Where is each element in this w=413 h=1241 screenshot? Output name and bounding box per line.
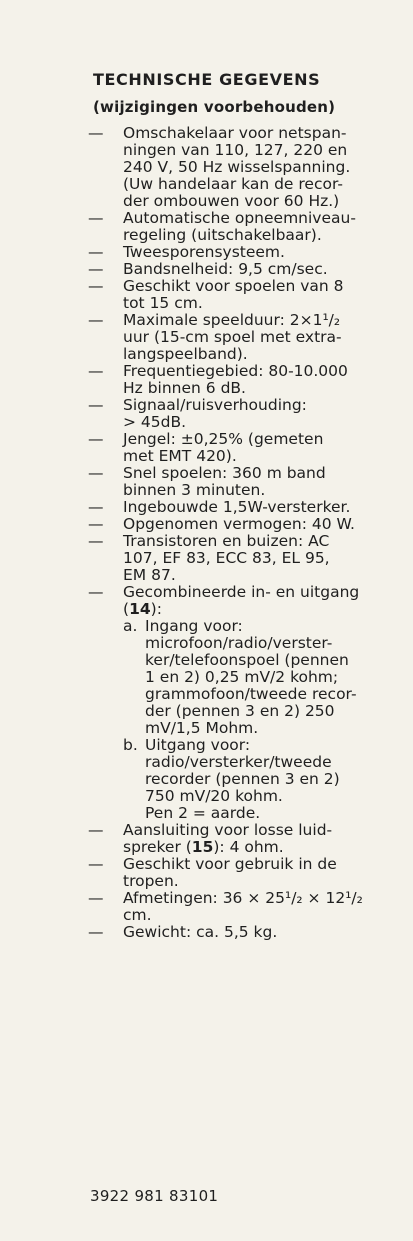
spec-item-tracks [88,244,383,261]
spec-line: Automatische opneemniveau- [123,209,356,227]
spec-line: Maximale speelduur: 2×1¹/₂ [123,311,341,329]
spec-line: EM 87. [123,566,176,584]
spec-list [88,125,383,941]
spec-line: Ingebouwde 1,5W-versterker. [123,498,351,516]
dash-bullet: — [88,260,104,278]
dash-bullet: — [88,396,104,414]
spec-line: Signaal/ruisverhouding: [123,396,307,414]
speaker-ref-number: 15 [191,838,214,856]
speaker-prefix: spreker ( [123,838,192,856]
speaker-ref-line [123,839,383,856]
dash-bullet: — [88,583,104,601]
dash-bullet: — [88,311,104,329]
ref-open: ( [123,600,130,618]
spec-line: tot 15 cm. [123,294,203,312]
output-line: Uitgang voor: [145,736,251,754]
spec-item-snr [88,397,383,431]
dash-bullet: — [88,855,104,873]
dash-bullet: — [88,209,104,227]
spec-line: Afmetingen: 36 × 25¹/₂ × 12¹/₂ [123,889,363,907]
sub-letter-a: a. [123,617,138,635]
spec-item-wow [88,431,383,465]
spec-item-dimensions [88,890,383,924]
dash-bullet: — [88,821,104,839]
spec-line: (Uw handelaar kan de recor- [123,175,343,193]
spec-item-reels [88,278,383,312]
connector-output [123,737,383,822]
spec-line: binnen 3 minuten. [123,481,266,499]
dash-bullet: — [88,362,104,380]
spec-item-level-control [88,210,383,244]
input-line: microfoon/radio/verster- [145,634,333,652]
spec-line: der ombouwen voor 60 Hz.) [123,192,340,210]
spec-line: Aansluiting voor losse luid- [123,821,333,839]
connector-ref-number: 14 [129,600,151,618]
speaker-suffix: ): 4 ohm. [213,838,284,856]
spec-line: 107, EF 83, ECC 83, EL 95, [123,549,330,567]
connector-ref-line [123,601,383,618]
spec-line: > 45dB. [123,413,187,431]
output-line: radio/versterker/tweede [145,753,332,771]
spec-line: Transistoren en buizen: AC [123,532,330,550]
document-code: 3922 981 83101 [90,1187,219,1205]
spec-item-tape-speed [88,261,383,278]
spec-line: Hz binnen 6 dB. [123,379,246,397]
input-line: Ingang voor: [145,617,243,635]
spec-line: Geschikt voor gebruik in de [123,855,337,873]
spec-line: uur (15-cm spoel met extra- [123,328,342,346]
input-line: der (pennen 3 en 2) 250 [145,702,335,720]
ref-close: ): [150,600,162,618]
spec-line: Gecombineerde in- en uitgang [123,583,360,601]
spec-item-rewind [88,465,383,499]
spec-line: Geschikt voor spoelen van 8 [123,277,344,295]
spec-item-power [88,516,383,533]
spec-item-tubes [88,533,383,584]
spec-line: regeling (uitschakelbaar). [123,226,322,244]
spec-line: tropen. [123,872,179,890]
spec-item-weight [88,924,383,941]
spec-line: Jengel: ±0,25% (gemeten [123,430,324,448]
spec-line: Tweesporensysteem. [123,243,285,261]
spec-line: Omschakelaar voor netspan- [123,124,347,142]
spec-line: met EMT 420). [123,447,237,465]
sub-letter-b: b. [123,736,138,754]
spec-line: Snel spoelen: 360 m band [123,464,326,482]
output-line: recorder (pennen 3 en 2) [145,770,340,788]
dash-bullet: — [88,515,104,533]
page-subtitle: (wijzigingen voorbehouden) [93,98,336,116]
dash-bullet: — [88,277,104,295]
dash-bullet: — [88,498,104,516]
output-line: Pen 2 = aarde. [145,804,261,822]
spec-line: 240 V, 50 Hz wisselspanning. [123,158,351,176]
dash-bullet: — [88,124,104,142]
spec-item-voltage [88,125,383,210]
spec-line: Bandsnelheid: 9,5 cm/sec. [123,260,328,278]
spec-item-speaker [88,822,383,856]
spec-line: langspeelband). [123,345,248,363]
dash-bullet: — [88,243,104,261]
input-line: ker/telefoonspoel (pennen [145,651,349,669]
spec-item-amplifier [88,499,383,516]
dash-bullet: — [88,464,104,482]
spec-line: cm. [123,906,152,924]
dash-bullet: — [88,430,104,448]
spec-line: Gewicht: ca. 5,5 kg. [123,923,278,941]
dash-bullet: — [88,889,104,907]
spec-line: Frequentiegebied: 80-10.000 [123,362,348,380]
spec-line: ningen van 110, 127, 220 en [123,141,348,159]
spec-item-tropics [88,856,383,890]
dash-bullet: — [88,532,104,550]
spec-item-playtime [88,312,383,363]
spec-line: Opgenomen vermogen: 40 W. [123,515,355,533]
input-line: 1 en 2) 0,25 mV/2 kohm; [145,668,339,686]
page-title: TECHNISCHE GEGEVENS [93,70,321,89]
connector-input [123,618,383,737]
input-line: grammofoon/tweede recor- [145,685,357,703]
dash-bullet: — [88,923,104,941]
output-line: 750 mV/20 kohm. [145,787,283,805]
spec-item-frequency [88,363,383,397]
input-line: mV/1,5 Mohm. [145,719,259,737]
spec-item-connector [88,584,383,618]
